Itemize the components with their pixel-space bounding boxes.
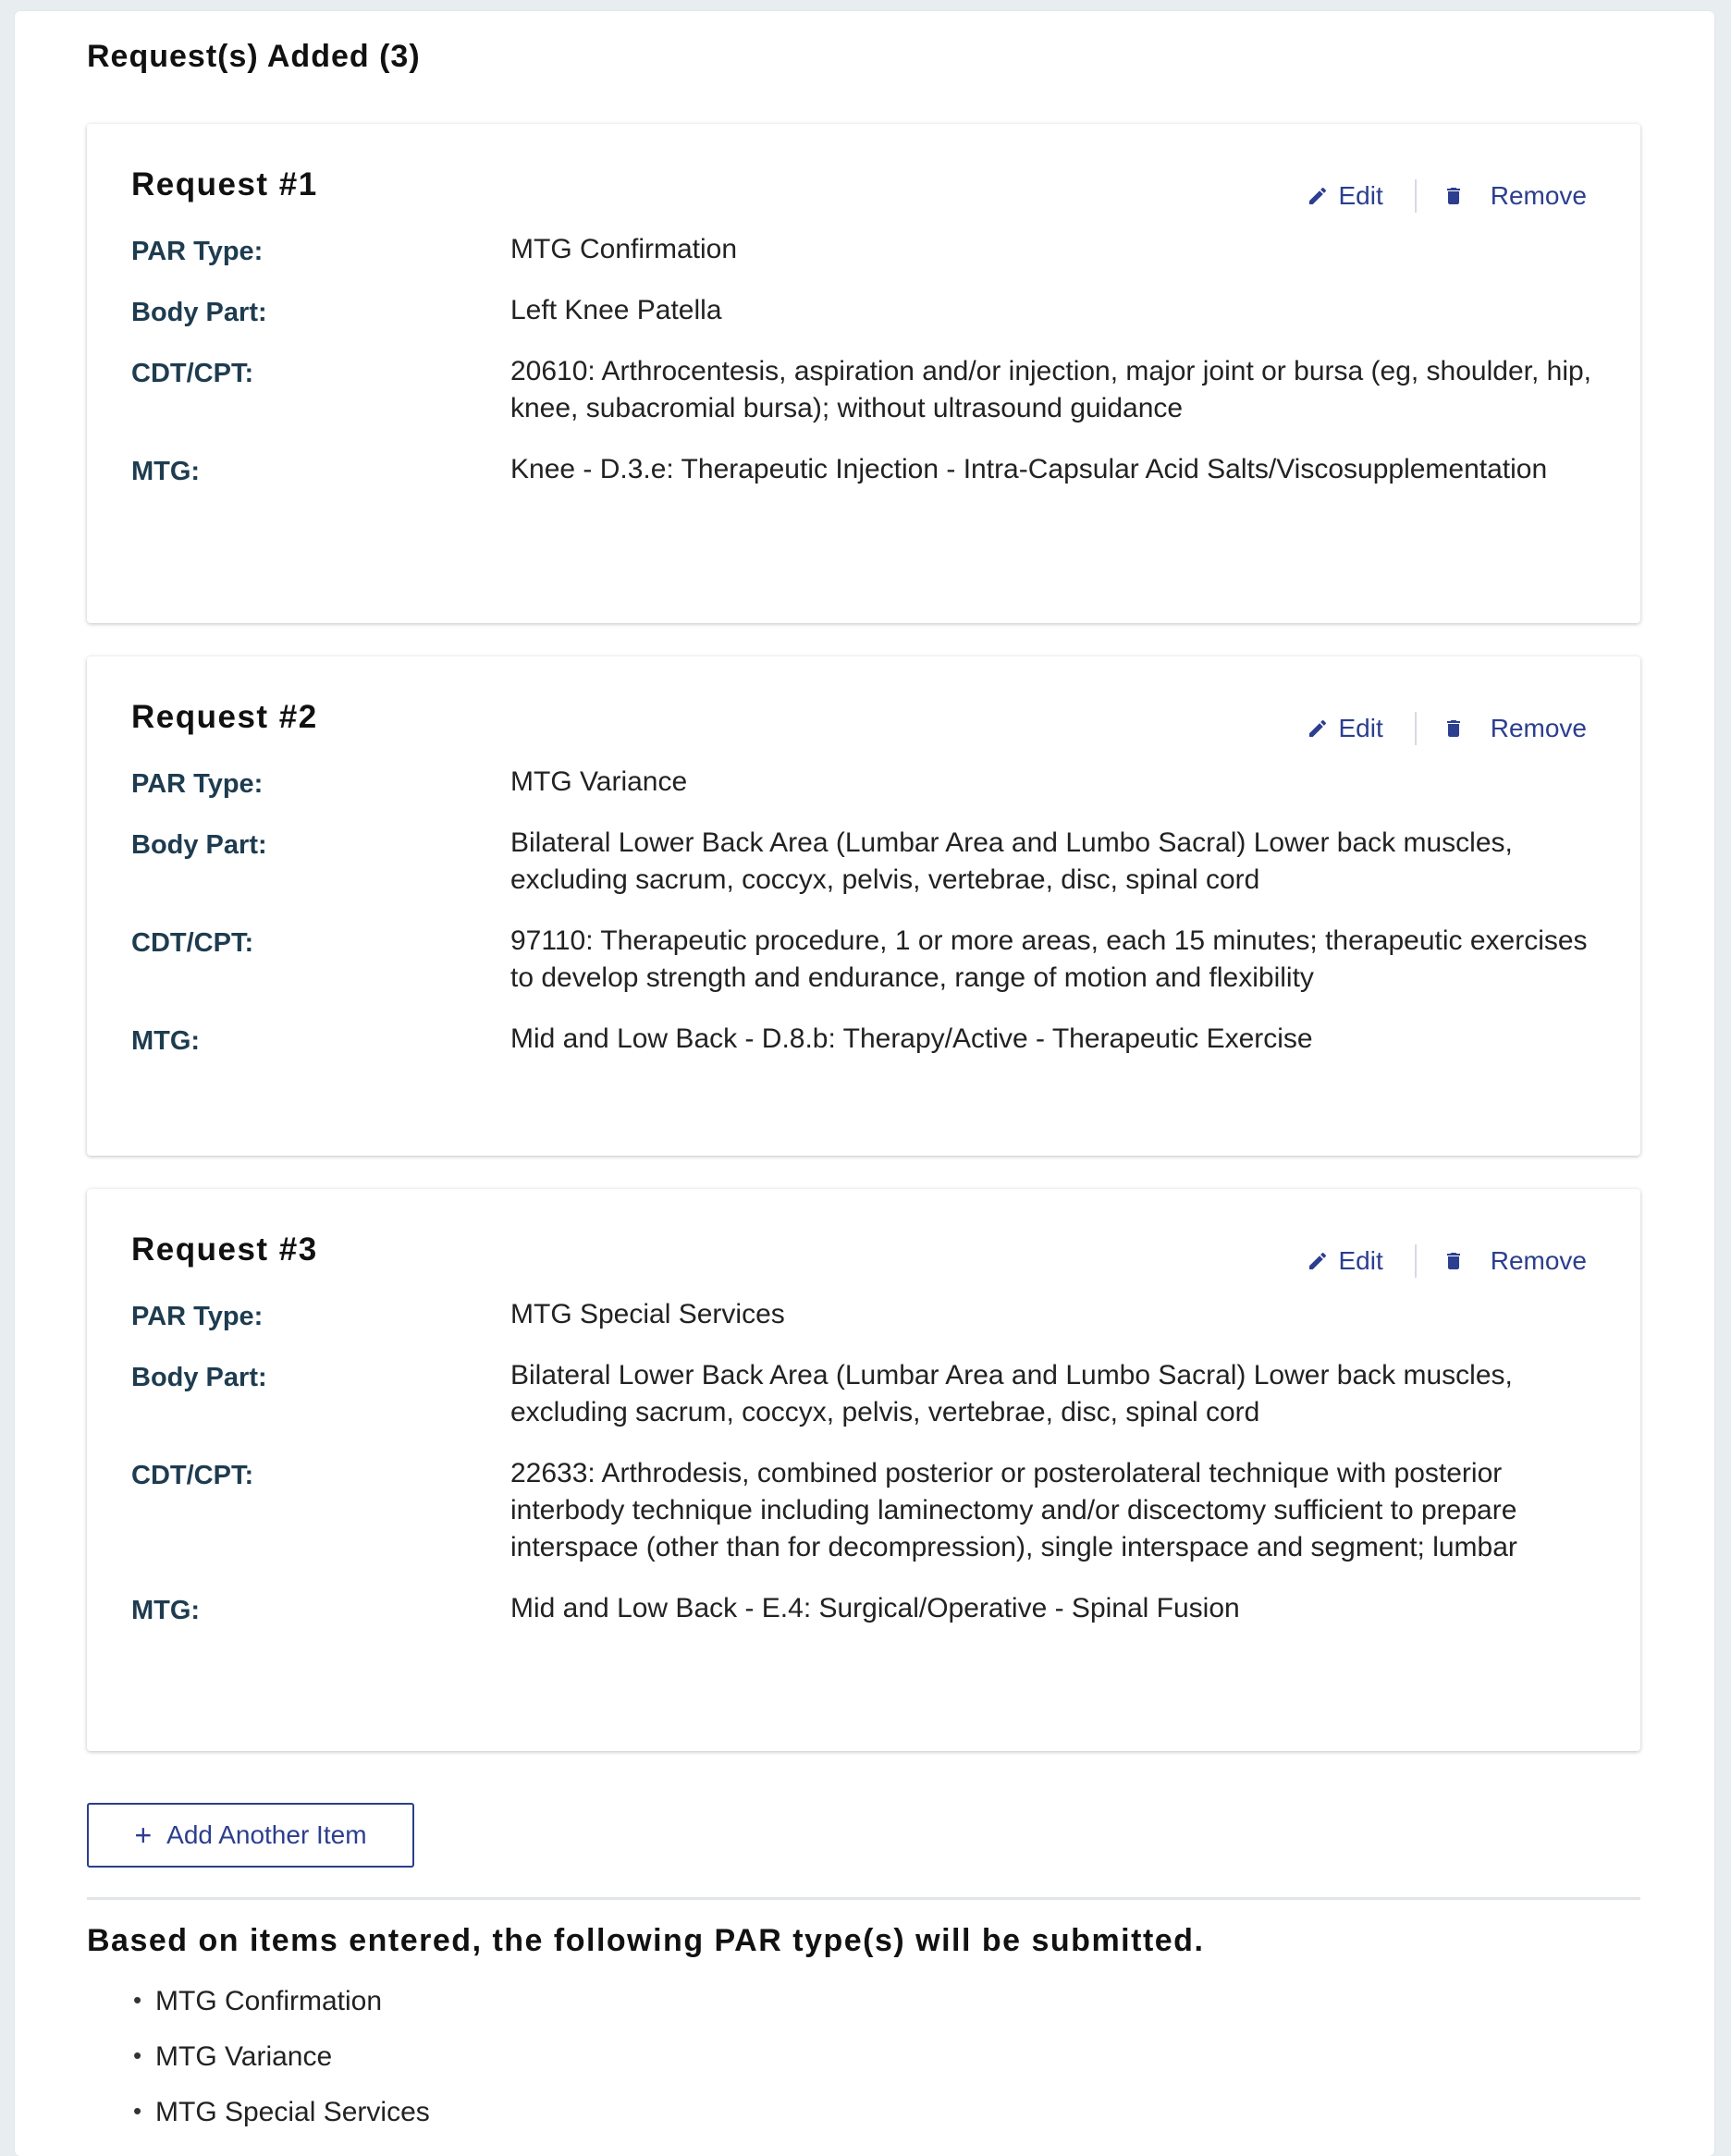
body-part-label: Body Part: <box>131 830 267 860</box>
edit-label: Edit <box>1338 1246 1383 1275</box>
par-type-row <box>131 767 1611 801</box>
section-divider <box>87 1897 1640 1900</box>
plus-icon: + <box>134 1818 153 1852</box>
bullet-icon: • <box>133 1986 142 2014</box>
mtg-value: Mid and Low Back - E.4: Surgical/Operative - Spinal Fusion <box>510 1593 1240 1623</box>
body-part-row <box>131 828 1611 899</box>
mtg-value: Mid and Low Back - D.8.b: Therapy/Active - Therapeutic Exercise <box>510 1023 1313 1054</box>
body-part-value: Bilateral Lower Back Area (Lumbar Area and Lumbo Sacral) Lower back muscles, excluding sacrum, coccyx, pelvis, vertebrae, disc, spinal cord <box>510 827 1513 895</box>
pencil-icon <box>1307 1250 1329 1272</box>
request-details <box>131 767 1611 1085</box>
request-title: Request #2 <box>131 699 318 735</box>
trash-icon <box>1442 1250 1465 1272</box>
mtg-label: MTG: <box>131 457 201 486</box>
action-divider <box>1415 179 1417 213</box>
mtg-value: Knee - D.3.e: Therapeutic Injection - Intra-Capsular Acid Salts/Viscosupplementation <box>510 454 1548 484</box>
pencil-icon <box>1307 185 1329 207</box>
par-type-label: PAR Type: <box>131 237 264 266</box>
cdt-cpt-row <box>131 357 1611 427</box>
remove-label: Remove <box>1490 714 1587 742</box>
par-type-label: PAR Type: <box>131 769 264 799</box>
summary-item-label: MTG Confirmation <box>155 1986 383 2016</box>
body-part-value: Bilateral Lower Back Area (Lumbar Area and Lumbo Sacral) Lower back muscles, excluding sacrum, coccyx, pelvis, vertebrae, disc, spinal cord <box>510 1360 1513 1427</box>
action-divider <box>1415 712 1417 745</box>
mtg-row <box>131 1594 1611 1627</box>
remove-button[interactable] <box>1442 714 1587 743</box>
mtg-row <box>131 455 1611 488</box>
request-actions <box>1307 712 1587 745</box>
body-part-row <box>131 296 1611 329</box>
remove-button[interactable] <box>1442 1246 1587 1276</box>
par-type-value: MTG Confirmation <box>510 234 738 264</box>
request-actions <box>1307 1244 1587 1278</box>
edit-button[interactable] <box>1307 714 1382 743</box>
summary-item-label: MTG Variance <box>155 2041 333 2072</box>
mtg-row <box>131 1024 1611 1058</box>
cdt-cpt-value: 97110: Therapeutic procedure, 1 or more areas, each 15 minutes; therapeutic exercises to develop strength and endurance, range of motion and flexibility <box>510 925 1588 993</box>
cdt-cpt-row <box>131 926 1611 997</box>
trash-icon <box>1442 717 1465 740</box>
list-item <box>133 1986 430 2041</box>
request-details <box>131 1300 1611 1655</box>
par-type-value: MTG Variance <box>510 766 688 797</box>
edit-label: Edit <box>1338 714 1383 742</box>
par-type-row <box>131 235 1611 268</box>
request-title: Request #1 <box>131 166 318 202</box>
cdt-cpt-label: CDT/CPT: <box>131 928 254 958</box>
edit-button[interactable] <box>1307 181 1382 211</box>
edit-button[interactable] <box>1307 1246 1382 1276</box>
mtg-label: MTG: <box>131 1596 201 1625</box>
list-item <box>133 2097 430 2152</box>
remove-button[interactable] <box>1442 181 1587 211</box>
summary-title: Based on items entered, the following PAR type(s) will be submitted. <box>87 1923 1205 1958</box>
request-card-2 <box>87 656 1640 1156</box>
section-title: Request(s) Added (3) <box>87 39 421 74</box>
requests-panel <box>15 11 1714 2156</box>
trash-icon <box>1442 185 1465 207</box>
request-card-3 <box>87 1189 1640 1751</box>
pencil-icon <box>1307 717 1329 740</box>
add-another-item-button[interactable] <box>87 1803 414 1868</box>
list-item <box>133 2041 430 2097</box>
bullet-icon: • <box>133 2041 142 2069</box>
request-details <box>131 235 1611 516</box>
action-divider <box>1415 1244 1417 1278</box>
summary-list <box>133 1986 430 2152</box>
body-part-label: Body Part: <box>131 298 267 327</box>
body-part-value: Left Knee Patella <box>510 295 722 325</box>
cdt-cpt-label: CDT/CPT: <box>131 359 254 388</box>
cdt-cpt-value: 20610: Arthrocentesis, aspiration and/or injection, major joint or bursa (eg, shoulder, hip, knee, subacromial bursa); without ultrasound guidance <box>510 356 1592 423</box>
request-card-1 <box>87 124 1640 623</box>
cdt-cpt-row <box>131 1459 1611 1566</box>
body-part-row <box>131 1361 1611 1431</box>
summary-item-label: MTG Special Services <box>155 2097 430 2127</box>
request-actions <box>1307 179 1587 213</box>
body-part-label: Body Part: <box>131 1363 267 1392</box>
remove-label: Remove <box>1490 1246 1587 1275</box>
cdt-cpt-value: 22633: Arthrodesis, combined posterior or posterolateral technique with posterior interbody technique including laminectomy and/or discectomy sufficient to prepare interspace (other than for decompression), single interspace and segment; lumbar <box>510 1458 1517 1562</box>
request-title: Request #3 <box>131 1231 318 1268</box>
cdt-cpt-label: CDT/CPT: <box>131 1461 254 1490</box>
mtg-label: MTG: <box>131 1026 201 1056</box>
add-another-item-label: Add Another Item <box>166 1820 367 1849</box>
par-type-label: PAR Type: <box>131 1302 264 1331</box>
remove-label: Remove <box>1490 181 1587 210</box>
edit-label: Edit <box>1338 181 1383 210</box>
par-type-row <box>131 1300 1611 1333</box>
par-type-value: MTG Special Services <box>510 1299 785 1329</box>
bullet-icon: • <box>133 2097 142 2125</box>
